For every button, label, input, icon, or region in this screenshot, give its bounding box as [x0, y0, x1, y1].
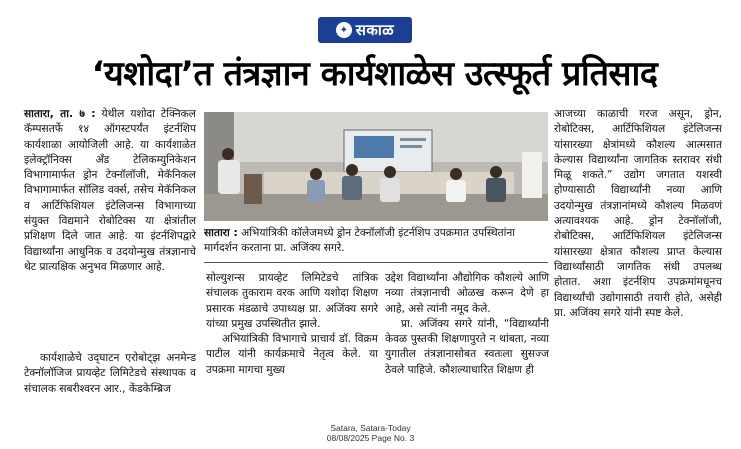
article-intro: येथील यशोदा टेक्निकल कॅम्पसतर्फे १४ ऑगस्टपर्यंत इंटर्नशिप कार्यशाळा आयोजिली आहे. या कार्यशाळेत इलेक्ट्रॉनिक्स अँड टेलिकम्युनिकेशन विभागामार्फत ड्रोन टेक्नॉलॉजी, मेकॅनिकल विभागामार्फत सॉलिड वर्क्स, तसेच मेकॅनिकल व आर्टिफिशियल इंटेलिजन्स विभागाच्या संयुक्त विद्यमाने रोबोटिक्स या क्षेत्रांतील प्रशिक्षण दिले जात आहे. या इंटर्नशिपद्वारे विद्यार्थ्यांना आधुनिक व उदयोन्मुख तंत्रज्ञानाचे थेट प्रात्यक्षिक अनुभव मिळणार आहे.: [24, 108, 196, 273]
event-photo: [204, 112, 548, 221]
article-paragraph-purpose: उद्देश विद्यार्थ्यांना औद्योगिक कौशल्ये आणि नव्या तंत्रज्ञानाची ओळख करून देणे हा आहे, असे त्यांनी नमूद केले.: [385, 272, 549, 315]
footer-date-page: 08/08/2025 Page No. 3: [326, 433, 415, 443]
masthead-name: सकाळ: [355, 21, 395, 39]
page-footer: [0, 423, 741, 443]
article-paragraph-inauguration: कार्यशाळेचे उद्‌घाटन एरोबोट्झ अनमेन्ड टेक्नॉलॉजिज प्रायव्हेट लिमिटेडचे संस्थापक व संचालक सबरीश्वरन आर., केंडकेम्ब्रिज: [24, 352, 196, 395]
footer-edition: Satara, Satara-Today: [330, 423, 411, 433]
article-column-2: [206, 271, 378, 378]
article-column-1-continued: [24, 351, 196, 397]
caption-text: अभियांत्रिकी कॉलेजमध्ये ड्रोन टेक्नॉलॉजी इंटर्नशिप उपक्रमात उपस्थितांना मार्गदर्शन करताना प्रा. अजिंक्य सगरे.: [204, 227, 516, 254]
photo-caption: [204, 226, 548, 256]
masthead-logo: [318, 17, 412, 43]
article-paragraph-conclusion: आजच्या काळाची गरज असून, ड्रोन, रोबोटिक्स, आर्टिफिशियल इंटेलिजन्स यांसारख्या क्षेत्रांमध्ये कौशल्य आत्मसात केल्यास विद्यार्थ्यांना जागतिक स्तरावर संधी मिळू शकते.” उद्योग जगतात यशस्वी होण्यासाठी विद्यार्थ्यांनी नव्या आणि उदयोन्मुख तंत्रज्ञानांमध्ये कौशल्य मिळवणं अत्यावश्यक आहे. ड्रोन टेक्नॉलॉजी, रोबोटिक्स, आर्टिफिशियल इंटेलिजन्स यांसारख्या क्षेत्रात कौशल्य प्राप्त केल्यास विद्यार्थ्यांसाठी जागतिक संधी उपलब्ध होतात. अशा इंटर्नशिप उपक्रमांमधूनच विद्यार्थ्यांची उद्योगासाठी तयारी होते, असेही प्रा. अजिंक्य सगरे यांनी स्पष्ट केले.: [554, 108, 722, 319]
masthead-emblem-icon: ✦: [336, 22, 352, 38]
article-column-4: [554, 107, 722, 321]
dateline: सातारा, ता. ७ :: [24, 108, 96, 120]
article-paragraph-guests: सोल्युशन्स प्रायव्हेट लिमिटेडचे तांत्रिक संचालक तुकाराम वरक आणि यशोदा शिक्षण प्रसारक मंडळाचे उपाध्यक्ष प्रा. अजिंक्य सगरे यांच्या प्रमुख उपस्थितीत झाले.: [206, 272, 378, 330]
headline: ‘यशोदा’त तंत्रज्ञान कार्यशाळेस उत्स्फूर्त प्रतिसाद: [91, 54, 658, 94]
article-paragraph-quote: प्रा. अजिंक्य सगरे यांनी, “विद्यार्थ्यांनी केवळ पुस्तकी शिक्षणापुरते न थांबता, नव्या युगातील तंत्रज्ञानासोबत स्वतःला सुसज्ज ठेवले पाहिजे. कौशल्याधारित शिक्षण ही: [385, 317, 549, 376]
article-column-1: [24, 107, 196, 275]
caption-lead: सातारा :: [204, 227, 238, 239]
article-paragraph-principal: अभियांत्रिकी विभागाचे प्राचार्य डॉ. विक्रम पाटील यांनी कार्यक्रमाचे नेतृत्व केले. या उपक्रमा मागचा मुख्य: [206, 333, 378, 376]
article-column-3: [385, 271, 549, 378]
caption-divider: [204, 262, 548, 263]
